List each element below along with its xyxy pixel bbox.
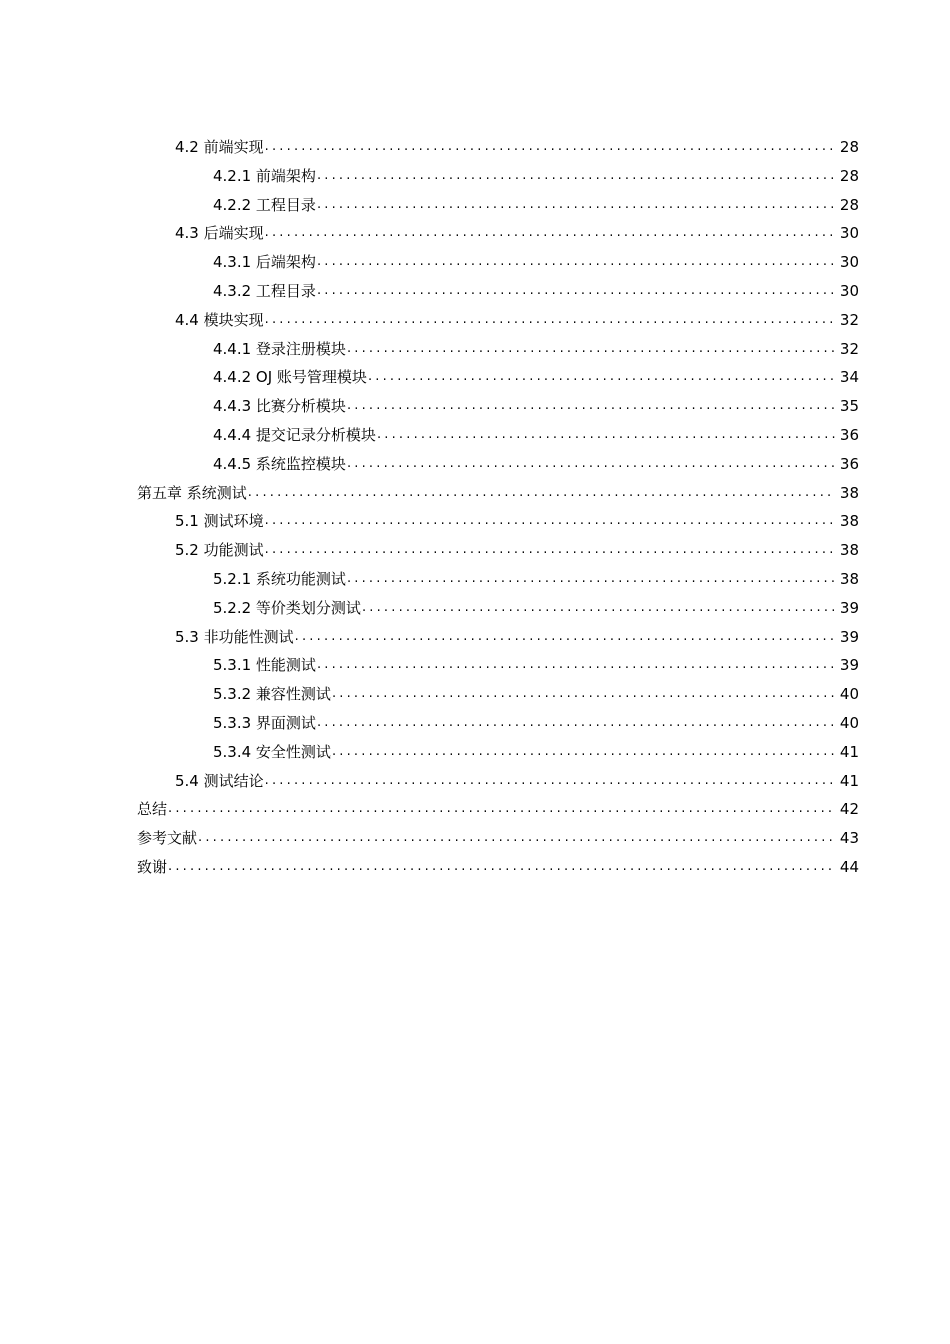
- toc-page-number: 42: [839, 800, 859, 819]
- toc-entry[interactable]: [0, 450, 950, 479]
- toc-page-number: 39: [839, 656, 859, 675]
- toc-entry-title: 5.4 测试结论: [175, 771, 264, 790]
- toc-dot-leader: [168, 795, 835, 824]
- toc-page-number: 38: [839, 569, 859, 588]
- toc-entry-title: 5.2.1 系统功能测试: [213, 569, 346, 588]
- toc-dot-leader: [347, 450, 835, 479]
- toc-entry-title: 5.3.3 界面测试: [213, 713, 316, 732]
- toc-entry-title: 4.2 前端实现: [175, 138, 264, 156]
- toc-dot-leader: [317, 162, 835, 191]
- toc-entry-title: 4.4.1 登录注册模块: [213, 339, 346, 358]
- toc-page-number: 39: [839, 598, 859, 617]
- toc-entry[interactable]: [0, 219, 950, 248]
- toc-entry-title: 4.4.2 OJ 账号管理模块: [213, 368, 367, 387]
- toc-page-number: 35: [839, 397, 859, 416]
- toc-dot-leader: [198, 824, 835, 853]
- toc-entry[interactable]: [0, 507, 950, 536]
- toc-entry-title: 总结: [137, 800, 168, 819]
- toc-dot-leader: [265, 767, 835, 796]
- toc-dot-leader: [265, 219, 835, 248]
- toc-page-number: 30: [839, 253, 859, 272]
- toc-dot-leader: [347, 335, 835, 364]
- toc-entry-title: 4.3 后端实现: [175, 224, 264, 243]
- toc-page-number: 28: [839, 195, 859, 214]
- toc-entry-title: 4.4.4 提交记录分析模块: [213, 425, 376, 444]
- toc-page-number: 38: [839, 541, 859, 560]
- toc-page-number: 39: [839, 627, 859, 646]
- toc-entry[interactable]: [0, 853, 950, 882]
- toc-entry-title: 4.4.5 系统监控模块: [213, 454, 346, 473]
- toc-dot-leader: [347, 392, 835, 421]
- toc-entry[interactable]: [0, 479, 950, 508]
- toc-page-number: 36: [839, 425, 859, 444]
- toc-entry-title: 4.4.3 比赛分析模块: [213, 397, 346, 416]
- toc-dot-leader: [347, 565, 835, 594]
- toc-entry[interactable]: [0, 162, 950, 191]
- toc-entry[interactable]: [0, 277, 950, 306]
- toc-entry-title: 5.3 非功能性测试: [175, 627, 294, 646]
- toc-entry-title: 第五章 系统测试: [137, 483, 247, 502]
- toc-page-number: 43: [839, 829, 859, 848]
- toc-dot-leader: [332, 738, 835, 767]
- table-of-contents: [0, 133, 950, 882]
- toc-page-number: 38: [839, 483, 859, 502]
- toc-entry[interactable]: [0, 191, 950, 220]
- toc-dot-leader: [168, 853, 835, 882]
- toc-dot-leader: [317, 709, 835, 738]
- toc-dot-leader: [265, 507, 835, 536]
- toc-entry[interactable]: [0, 623, 950, 652]
- toc-entry[interactable]: [0, 133, 950, 162]
- toc-dot-leader: [377, 421, 835, 450]
- toc-dot-leader: [362, 594, 835, 623]
- toc-dot-leader: [317, 191, 835, 220]
- toc-entry[interactable]: [0, 392, 950, 421]
- toc-page-number: 30: [839, 224, 859, 243]
- toc-entry[interactable]: [0, 335, 950, 364]
- toc-entry-title: 4.3.2 工程目录: [213, 281, 316, 300]
- toc-entry[interactable]: [0, 738, 950, 767]
- toc-page-number: 32: [839, 339, 859, 358]
- toc-entry-title: 4.4 模块实现: [175, 310, 264, 329]
- toc-entry-title: 4.3.1 后端架构: [213, 253, 316, 272]
- toc-page-number: 38: [839, 512, 859, 531]
- toc-entry[interactable]: [0, 248, 950, 277]
- toc-dot-leader: [248, 479, 835, 508]
- toc-entry-title: 5.2.2 等价类划分测试: [213, 598, 361, 617]
- toc-dot-leader: [295, 623, 835, 652]
- toc-entry[interactable]: [0, 594, 950, 623]
- toc-entry[interactable]: [0, 363, 950, 392]
- toc-entry-title: 参考文献: [137, 829, 198, 848]
- toc-page-number: 44: [839, 857, 859, 876]
- toc-page-number: 36: [839, 454, 859, 473]
- toc-entry[interactable]: [0, 306, 950, 335]
- toc-entry[interactable]: [0, 651, 950, 680]
- toc-entry[interactable]: [0, 680, 950, 709]
- toc-entry-title: 5.3.1 性能测试: [213, 656, 316, 675]
- toc-dot-leader: [265, 306, 835, 335]
- toc-page-number: 40: [839, 685, 859, 704]
- toc-entry-title: 致谢: [137, 857, 168, 876]
- toc-dot-leader: [265, 536, 835, 565]
- toc-dot-leader: [265, 133, 835, 162]
- toc-entry[interactable]: [0, 824, 950, 853]
- toc-page-number: 34: [839, 368, 859, 387]
- toc-entry-title: 5.3.4 安全性测试: [213, 742, 331, 761]
- toc-page-number: 41: [839, 742, 859, 761]
- toc-entry[interactable]: [0, 421, 950, 450]
- toc-page-number: 30: [839, 281, 859, 300]
- toc-entry-title: 4.2.2 工程目录: [213, 195, 316, 214]
- toc-page-number: 40: [839, 713, 859, 732]
- toc-dot-leader: [317, 651, 835, 680]
- toc-dot-leader: [332, 680, 835, 709]
- toc-entry[interactable]: [0, 565, 950, 594]
- toc-entry[interactable]: [0, 536, 950, 565]
- toc-entry[interactable]: [0, 709, 950, 738]
- toc-entry-title: 5.1 测试环境: [175, 512, 264, 531]
- toc-page-number: 32: [839, 310, 859, 329]
- toc-entry-title: 5.3.2 兼容性测试: [213, 685, 331, 704]
- toc-entry[interactable]: [0, 795, 950, 824]
- toc-entry-title: 5.2 功能测试: [175, 541, 264, 560]
- toc-dot-leader: [317, 248, 835, 277]
- toc-page-number: 28: [839, 138, 859, 156]
- toc-page-number: 28: [839, 166, 859, 185]
- toc-dot-leader: [317, 277, 835, 306]
- toc-dot-leader: [368, 363, 835, 392]
- toc-entry[interactable]: [0, 767, 950, 796]
- toc-entry-title: 4.2.1 前端架构: [213, 166, 316, 185]
- toc-page-number: 41: [839, 771, 859, 790]
